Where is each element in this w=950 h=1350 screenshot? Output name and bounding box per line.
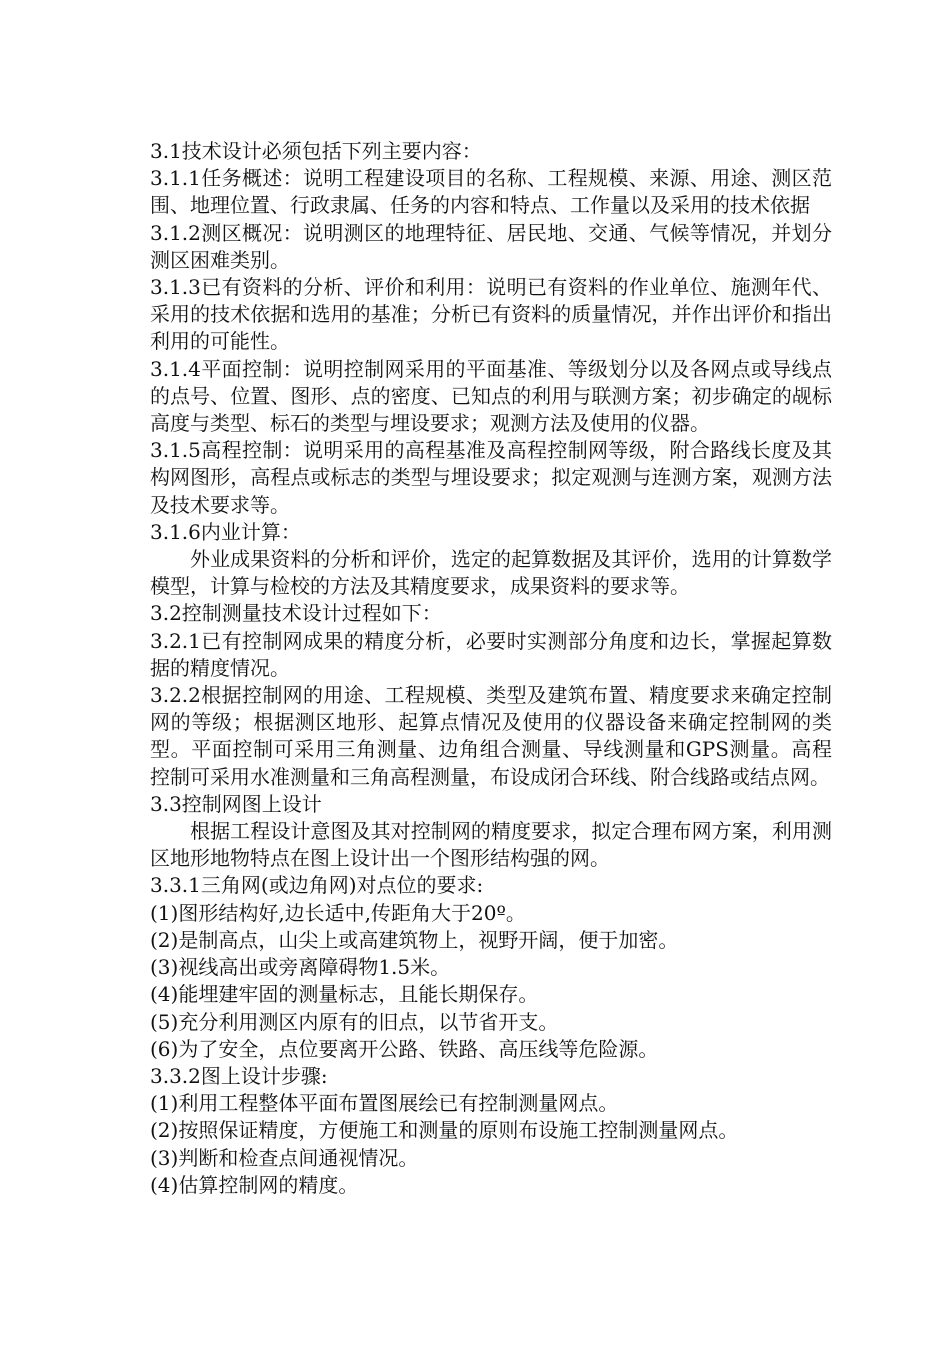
list-item: (1)图形结构好,边长适中,传距角大于20º。 <box>150 900 526 925</box>
paragraph: 3.1.2测区概况：说明测区的地理特征、居民地、交通、气候等情况，并划分测区困难类别。 <box>150 220 832 272</box>
list-item: (3)视线高出或旁离障碍物1.5米。 <box>150 955 451 980</box>
list-item: (4)能埋建牢固的测量标志，且能长期保存。 <box>150 982 539 1007</box>
paragraph: 3.3.1三角网(或边角网)对点位的要求: <box>150 873 484 898</box>
list-item: (1)利用工程整体平面布置图展绘已有控制测量网点。 <box>150 1091 619 1116</box>
paragraph: 3.3控制网图上设计 <box>150 791 322 816</box>
paragraph: 3.2.2根据控制网的用途、工程规模、类型及建筑布置、精度要求来确定控制网的等级；根据测区地形、起算点情况及使用的仪器设备来确定控制网的类型。平面控制可采用三角测量、边角组合测量、导线测量和GPS测量。高程控制可采用水准测量和三角高程测量，布设成闭合环线、附合线路或结点网。 <box>150 683 832 789</box>
paragraph: 3.1.5高程控制：说明采用的高程基准及高程控制网等级，附合路线长度及其构网图形，高程点或标志的类型与埋设要求；拟定观测与连测方案，观测方法及技术要求等。 <box>150 438 832 517</box>
paragraph: 3.1.6内业计算： <box>150 519 301 544</box>
list-item: (2)是制高点，山尖上或高建筑物上，视野开阔，便于加密。 <box>150 927 679 952</box>
paragraph: 3.1.4平面控制：说明控制网采用的平面基准、等级划分以及各网点或导线点的点号、位置、图形、点的密度、已知点的利用与联测方案；初步确定的觇标高度与类型、标石的类型与埋设要求；观测方法及使用的仪器。 <box>150 356 832 436</box>
list-item: (5)充分利用测区内原有的旧点，以节省开支。 <box>150 1009 559 1034</box>
paragraph: 3.1.1任务概述：说明工程建设项目的名称、工程规模、来源、用途、测区范围、地理位置、行政隶属、任务的内容和特点、工作量以及采用的技术依据 <box>150 166 832 218</box>
paragraph: 外业成果资料的分析和评价，选定的起算数据及其评价，选用的计算数学模型，计算与检校的方法及其精度要求，成果资料的要求等。 <box>150 547 832 599</box>
list-item: (2)按照保证精度，方便施工和测量的原则布设施工控制测量网点。 <box>150 1118 739 1143</box>
paragraph: 3.2控制测量技术设计过程如下： <box>150 601 442 626</box>
paragraph: 3.3.2图上设计步骤: <box>150 1063 328 1088</box>
list-item: (4)估算控制网的精度。 <box>150 1172 359 1197</box>
paragraph: 3.1技术设计必须包括下列主要内容： <box>150 139 482 163</box>
document-body <box>150 138 832 1199</box>
list-item: (6)为了安全，点位要离开公路、铁路、高压线等危险源。 <box>150 1036 659 1061</box>
paragraph: 3.1.3已有资料的分析、评价和利用：说明已有资料的作业单位、施测年代、采用的技术依据和选用的基准；分析已有资料的质量情况，并作出评价和指出利用的可能性。 <box>150 275 832 354</box>
paragraph: 根据工程设计意图及其对控制网的精度要求，拟定合理布网方案，利用测区地形地物特点在图上设计出一个图形结构强的网。 <box>150 819 832 871</box>
list-item: (3)判断和检查点间通视情况。 <box>150 1145 419 1170</box>
paragraph: 3.2.1已有控制网成果的精度分析，必要时实测部分角度和边长，掌握起算数据的精度情况。 <box>150 628 832 680</box>
